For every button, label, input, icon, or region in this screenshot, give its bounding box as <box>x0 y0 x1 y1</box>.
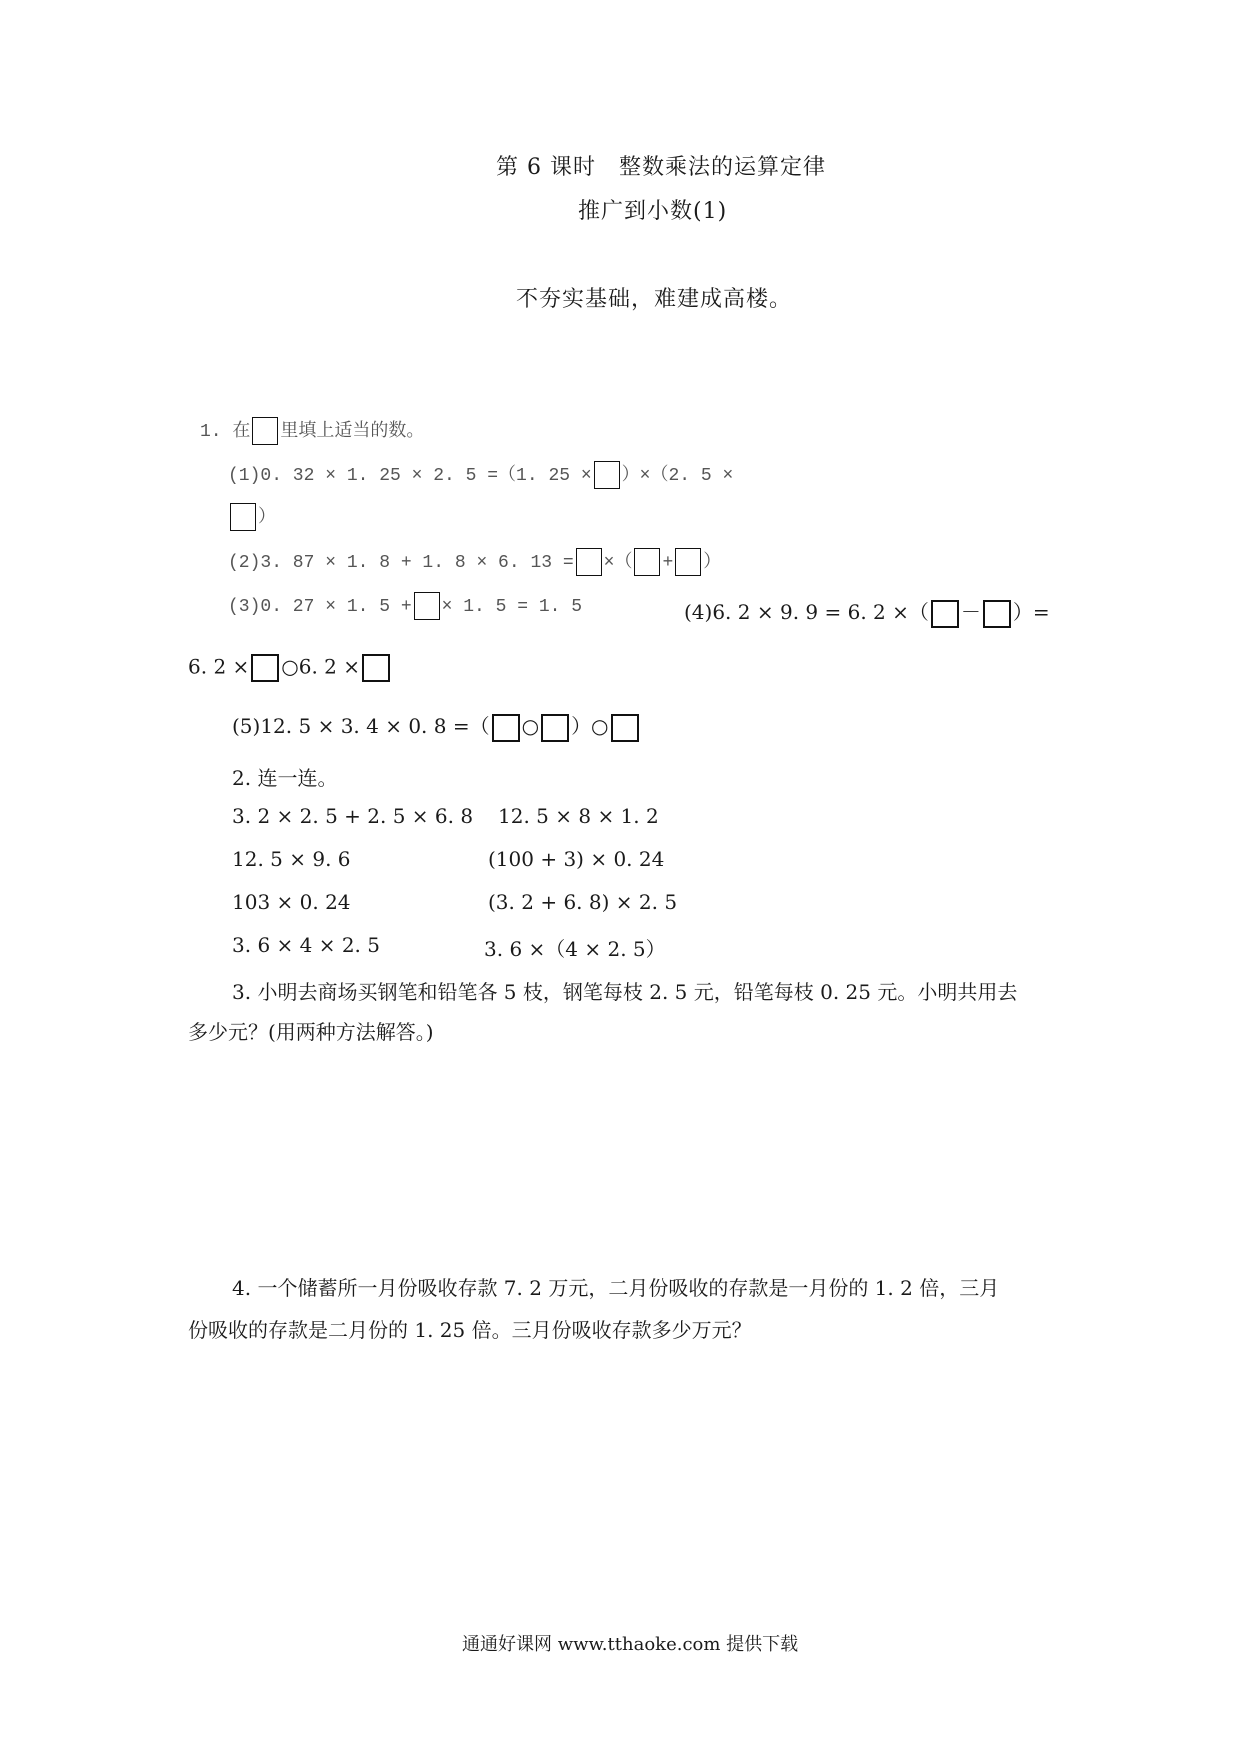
motto: 不夯实基础，难建成高楼。 <box>516 287 793 312</box>
q4-line1: 4. 一个储蓄所一月份吸收存款 7. 2 万元，二月份吸收的存款是一月份的 1. 2 倍，三月 <box>232 1276 1000 1300</box>
q1-p4-text-d: 6. 2 × <box>188 654 250 679</box>
q1-p4-text-c: ）= <box>1012 600 1050 624</box>
q1-part4-cont <box>188 654 392 682</box>
answer-box-5a[interactable] <box>492 714 520 742</box>
footer-source: 通通好课网 www.tthaoke.com 提供下载 <box>462 1634 799 1655</box>
q2-left-3[interactable]: 3. 6 × 4 × 2. 5 <box>232 933 380 957</box>
q1-p2-text-b: ×（ <box>603 553 633 573</box>
q1-p5-text-c: ）○ <box>571 714 609 738</box>
q4-line2: 份吸收的存款是二月份的 1. 25 倍。三月份吸收存款多少万元？ <box>188 1318 752 1342</box>
q1-p5-text-a: (5)12. 5 × 3. 4 × 0. 8 =（ <box>232 714 490 738</box>
answer-box-1b[interactable] <box>230 503 256 531</box>
q1-p1-text-a: (1)0. 32 × 1. 25 × 2. 5 =（1. 25 × <box>228 466 592 486</box>
q1-part4 <box>684 596 1050 628</box>
q1-p3-text-b: × 1. 5 = 1. 5 <box>441 596 583 617</box>
q2-right-3[interactable]: 3. 6 ×（4 × 2. 5） <box>484 937 666 961</box>
q1-p5-text-b: ○ <box>521 714 540 738</box>
answer-box-1a[interactable] <box>594 461 620 489</box>
answer-box-4a[interactable] <box>931 600 959 628</box>
answer-box-5b[interactable] <box>541 714 569 742</box>
lesson-title: 第 6 课时 整数乘法的运算定律 <box>496 155 826 180</box>
q1-stem-pre: 1. 在 <box>200 422 251 442</box>
q1-p3-text-a: (3)0. 27 × 1. 5 + <box>228 596 412 617</box>
q1-part1-cont <box>228 502 276 531</box>
q2-stem: 2. 连一连。 <box>232 766 338 790</box>
q1-p1-text-c: ） <box>258 508 276 528</box>
q1-p2-text-a: (2)3. 87 × 1. 8 + 1. 8 × 6. 13 = <box>228 553 574 573</box>
q1-p4-text-a: (4)6. 2 × 9. 9 = 6. 2 ×（ <box>684 600 929 624</box>
answer-box-2a[interactable] <box>576 548 602 576</box>
q1-p1-text-b: ）×（2. 5 × <box>621 466 734 486</box>
q1-p4-text-e: ○6. 2 × <box>281 654 361 679</box>
answer-box-sample <box>252 417 278 445</box>
q2-right-0[interactable]: 12. 5 × 8 × 1. 2 <box>498 804 659 828</box>
answer-box-4b[interactable] <box>983 600 1011 628</box>
q1-p2-text-c: + <box>662 553 674 573</box>
q1-p4-text-b: － <box>960 600 981 624</box>
answer-box-2c[interactable] <box>675 548 701 576</box>
answer-box-4c[interactable] <box>251 654 279 682</box>
answer-box-2b[interactable] <box>634 548 660 576</box>
q1-part1 <box>228 460 733 489</box>
q1-part2 <box>228 547 721 576</box>
q2-left-0[interactable]: 3. 2 × 2. 5 + 2. 5 × 6. 8 <box>232 804 474 828</box>
answer-box-4d[interactable] <box>362 654 390 682</box>
q1-stem <box>200 416 424 445</box>
q3-line2: 多少元？(用两种方法解答。) <box>188 1020 434 1044</box>
q2-left-1[interactable]: 12. 5 × 9. 6 <box>232 847 351 871</box>
q1-stem-post: 里填上适当的数。 <box>280 422 425 442</box>
q1-p2-text-d: ） <box>703 553 722 573</box>
answer-box-5c[interactable] <box>611 714 639 742</box>
q3-line1: 3. 小明去商场买钢笔和铅笔各 5 枝，钢笔每枝 2. 5 元，铅笔每枝 0. 25 元。小明共用去 <box>232 980 1018 1004</box>
q1-part3 <box>228 592 582 620</box>
answer-box-3a[interactable] <box>414 592 440 620</box>
q1-part5 <box>232 710 641 742</box>
q2-right-1[interactable]: (100 + 3) × 0. 24 <box>488 847 665 871</box>
lesson-subtitle: 推广到小数(1) <box>578 199 728 224</box>
q2-right-2[interactable]: (3. 2 + 6. 8) × 2. 5 <box>488 890 678 914</box>
q2-left-2[interactable]: 103 × 0. 24 <box>232 890 351 914</box>
